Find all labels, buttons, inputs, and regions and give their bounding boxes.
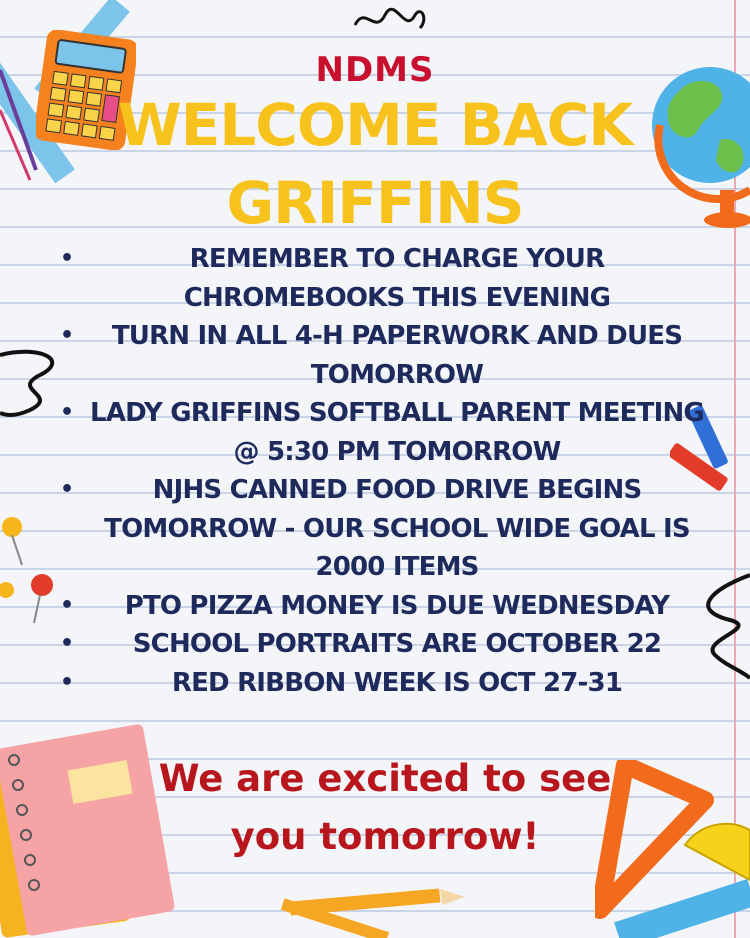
announcement-item: • TURN IN ALL 4-H PAPERWORK AND DUES TOMORROW [60,317,710,394]
scribble-icon [350,0,430,40]
pushpin-icon [0,515,60,625]
school-name: NDMS [315,50,435,90]
announcement-item: • PTO PIZZA MONEY IS DUE WEDNESDAY [60,587,710,626]
announcement-item: • NJHS CANNED FOOD DRIVE BEGINS TOMORROW - OUR SCHOOL WIDE GOAL IS 2000 ITEMS [60,471,710,587]
announcement-item: • LADY GRIFFINS SOFTBALL PARENT MEETING @ 5:30 PM TOMORROW [60,394,710,471]
announcement-item: • REMEMBER TO CHARGE YOUR CHROMEBOOKS THIS EVENING [60,240,710,317]
announcement-item: • RED RIBBON WEEK IS OCT 27-31 [60,664,710,703]
announcement-list [60,240,710,702]
pencil-icon [280,875,470,938]
announcement-item: • SCHOOL PORTRAITS ARE OCTOBER 22 [60,625,710,664]
welcome-headline: WELCOME BACK GRIFFINS [117,91,633,237]
closing-message: We are excited to see you tomorrow! [158,757,612,858]
